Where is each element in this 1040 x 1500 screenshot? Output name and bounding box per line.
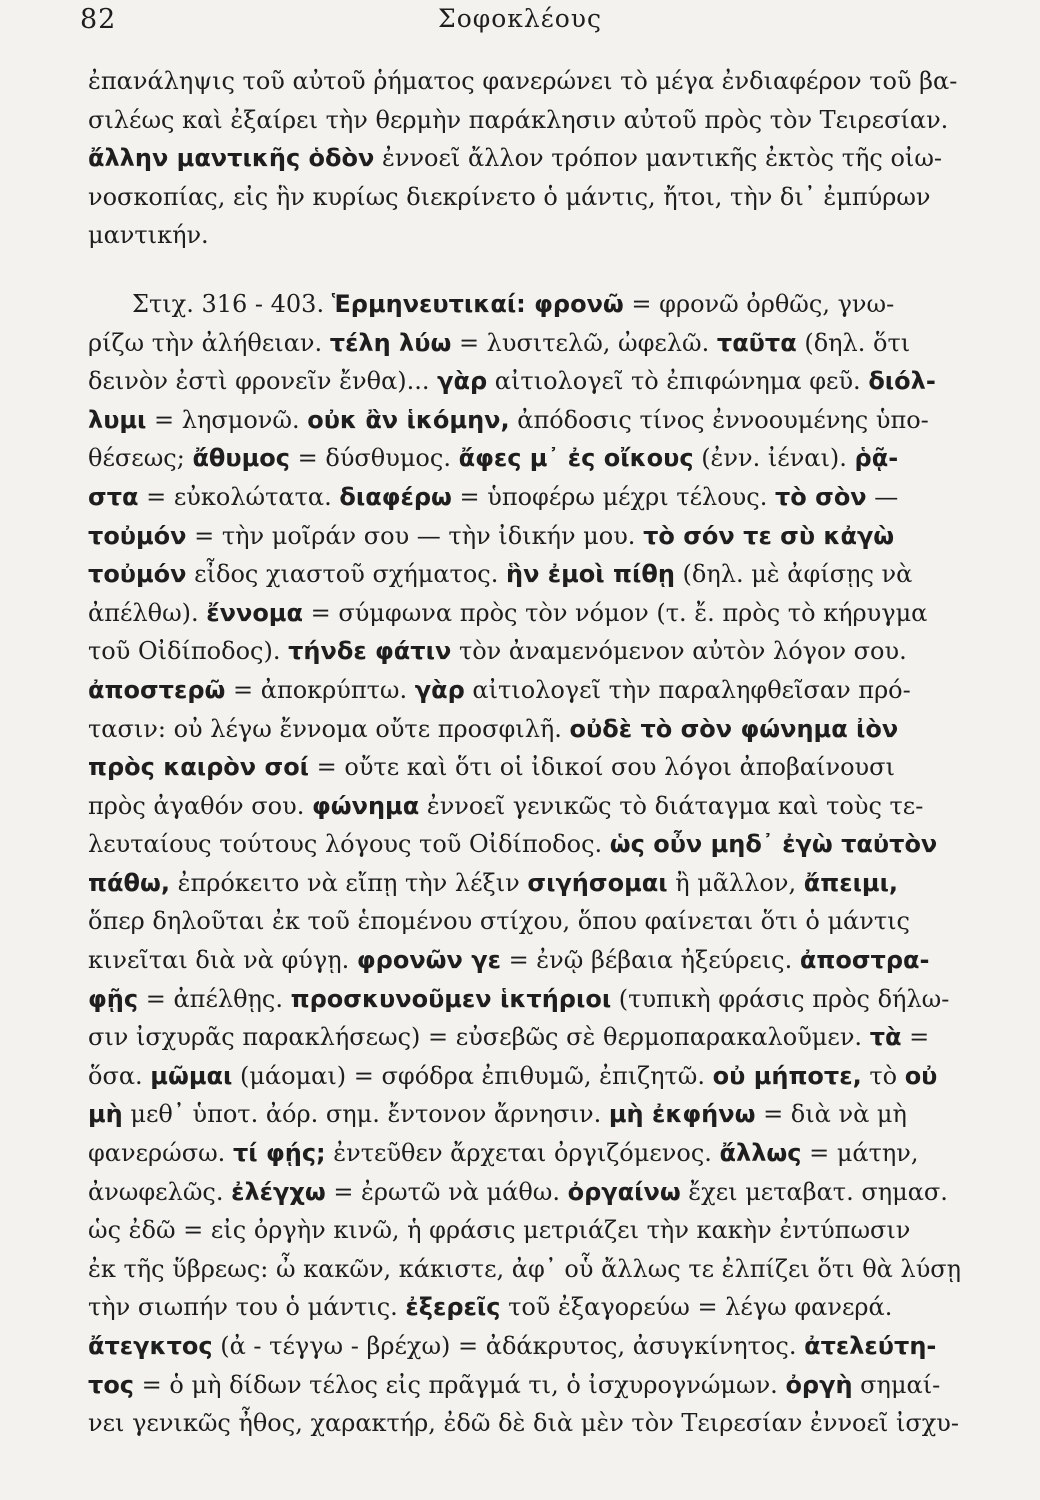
lemma-term: οὐκ ἂν ἱκόμην, (307, 405, 510, 434)
gloss-text: σιν ἰσχυρᾶς παρακλήσεως) = εὐσεβῶς σὲ θερμοπαρακαλοῦμεν. (88, 1023, 870, 1052)
gloss-text: τὴν σιωπήν του ὁ μάντις. (88, 1293, 406, 1322)
text-line (88, 941, 968, 980)
text-line (88, 1095, 968, 1134)
text-line (88, 980, 968, 1019)
lemma-term: ῥᾷ- (854, 444, 899, 473)
gloss-text: ἐννοεῖ ἄλλον τρόπον μαντικῆς ἐκτὸς τῆς οἰω- (374, 144, 943, 173)
page-number: 82 (80, 4, 117, 35)
text-line (88, 1134, 968, 1173)
gloss-text: = εὐκολώτατα. (138, 482, 340, 511)
gloss-text: ἐπρόκειτο νὰ εἴπῃ τὴν λέξιν (169, 868, 528, 897)
text-line (88, 139, 968, 178)
text-line (88, 401, 968, 440)
gloss-text: = φρονῶ ὀρθῶς, γνω- (623, 289, 895, 318)
text-line (88, 517, 968, 556)
commentary-text (88, 62, 968, 1443)
lemma-term: ἀποστερῶ (88, 675, 226, 704)
text-line (88, 439, 968, 478)
gloss-text: δεινὸν ἐστὶ φρονεῖν ἔνθα)... (88, 367, 438, 396)
lemma-term: ἀποστρα- (799, 946, 930, 975)
text-line (88, 62, 968, 101)
lemma-term: γὰρ (414, 675, 465, 704)
text-line (88, 1018, 968, 1057)
lemma-term: πάθω, (88, 868, 170, 897)
gloss-text: (ἐνν. ἰέναι). (693, 444, 855, 473)
lemma-term: πρὸς καιρὸν σοί (88, 753, 310, 782)
gloss-text: αἰτιολογεῖ τὴν παραληφθεῖσαν πρό- (464, 675, 911, 704)
gloss-text: = τὴν μοῖράν σου — τὴν ἰδικήν μου. (186, 521, 644, 550)
gloss-text: τοῦ ἐξαγορεύω = λέγω φανερά. (500, 1293, 893, 1322)
page-header (0, 0, 1040, 48)
gloss-text: μεθ᾽ ὑποτ. ἀόρ. σημ. ἔντονον ἄρνησιν. (122, 1100, 609, 1129)
running-title: Σοφοκλέους (438, 4, 602, 33)
gloss-text: ἔχει μεταβατ. σημασ. (680, 1177, 948, 1206)
lemma-term: οὐδὲ τὸ σὸν φώνημα ἰὸν (569, 714, 899, 743)
lemma-term: τοὐμόν (88, 521, 187, 550)
gloss-text: λευταίους τούτους λόγους τοῦ Οἰδίποδος. (88, 830, 610, 859)
text-line (88, 362, 968, 401)
gloss-text: = σύμφωνα πρὸς τὸν νόμον (τ. ἔ. πρὸς τὸ κήρυγμα (302, 598, 928, 627)
lemma-term: τὸ σόν τε σὺ κἀγὼ (643, 521, 895, 550)
lemma-term: ἄλλην μαντικῆς ὁδὸν (88, 144, 375, 173)
text-line (88, 1173, 968, 1212)
lemma-term: φῇς (88, 984, 139, 1013)
gloss-text: ἀνωφελῶς. (88, 1177, 232, 1206)
gloss-text: = λησμονῶ. (146, 405, 308, 434)
lemma-term: οὐ μήποτε, (712, 1061, 862, 1090)
text-line (88, 825, 968, 864)
lemma-term: διαφέρω (339, 482, 452, 511)
gloss-text: ἐπανάληψις τοῦ αὐτοῦ ῥήματος φανερώνει τὸ μέγα ἐνδιαφέρον τοῦ βα- (88, 67, 958, 95)
gloss-text: — (866, 482, 899, 511)
lemma-term: τί φῄς; (232, 1139, 326, 1168)
lemma-term: γὰρ (437, 367, 488, 396)
text-line (88, 787, 968, 826)
gloss-text: ἐννοεῖ γενικῶς τὸ διάταγμα καὶ τοὺς τε- (419, 791, 924, 820)
text-line (88, 216, 968, 255)
gloss-text: νοσκοπίας, εἰς ἣν κυρίως διεκρίνετο ὁ μάντις, ἤτοι, τὴν δι᾽ ἐμπύρων (88, 182, 931, 211)
gloss-text: ὅπερ δηλοῦται ἐκ τοῦ ἑπομένου στίχου, ὅπου φαίνεται ὅτι ὁ μάντις (88, 907, 910, 936)
lemma-term: Ἑρμηνευτικαί: φρονῶ (331, 289, 624, 318)
gloss-text: τασιν: οὐ λέγω ἔννομα οὔτε προσφιλῆ. (88, 714, 570, 743)
gloss-text: = ἀποκρύπτω. (225, 675, 415, 704)
gloss-text: = μάτην, (801, 1139, 919, 1168)
gloss-text: (δηλ. ὅτι (796, 328, 911, 357)
gloss-text: = οὔτε καὶ ὅτι οἱ ἰδικοί σου λόγοι ἀποβαίνουσι (309, 753, 895, 782)
paragraph-p1 (88, 62, 968, 255)
paragraph-p2 (88, 285, 968, 1443)
lemma-term: τὰ (869, 1023, 902, 1052)
lemma-term: ἣν ἐμοὶ πίθῃ (505, 560, 675, 589)
lemma-term: φρονῶν γε (356, 946, 501, 975)
gloss-text: ὡς ἐδῶ = εἰς ὀργὴν κινῶ, ἡ φράσις μετριάζει τὴν κακὴν ἐντύπωσιν (88, 1216, 911, 1245)
lemma-term: στα (88, 482, 139, 511)
text-line (88, 478, 968, 517)
lemma-term: τήνδε φάτιν (288, 637, 452, 666)
gloss-text: (ἀ - τέγγω - βρέχω) = ἀδάκρυτος, ἀσυγκίνητος. (212, 1332, 805, 1360)
gloss-text: = ὑποφέρω μέχρι τέλους. (451, 482, 775, 511)
lemma-term: ἐλέγχω (231, 1177, 326, 1206)
lemma-term: μὴ (88, 1100, 123, 1129)
lemma-term: ὀργαίνω (567, 1177, 681, 1206)
gloss-text: (τυπικὴ φράσις πρὸς δήλω- (611, 984, 950, 1013)
gloss-text: αἰτιολογεῖ τὸ ἐπιφώνημα φεῦ. (487, 367, 869, 396)
lemma-term: ἄτεγκτος (88, 1332, 213, 1360)
lemma-term: τὸ σὸν (774, 482, 867, 511)
gloss-text: = διὰ νὰ μὴ (755, 1100, 907, 1129)
gloss-text: = λυσιτελῶ, ὠφελῶ. (451, 328, 717, 357)
text-line (88, 178, 968, 217)
gloss-text: νει γενικῶς ἦθος, χαρακτήρ, ἐδῶ δὲ διὰ μὲν τὸν Τειρεσίαν ἐννοεῖ ἰσχυ- (88, 1409, 959, 1438)
text-line (88, 864, 968, 903)
gloss-text: (δηλ. μὲ ἀφίσῃς νὰ (674, 560, 913, 589)
lemma-term: λυμι (88, 405, 147, 434)
gloss-text: ἀπόδοσις τίνος ἐννοουμένης ὑπο- (509, 405, 929, 434)
gloss-text: = δύσθυμος. (290, 444, 459, 473)
lemma-term: οὐ (904, 1061, 938, 1090)
gloss-text: εἶδος χιαστοῦ σχήματος. (186, 560, 506, 589)
lemma-term: ἄθυμος (192, 444, 290, 473)
gloss-text: = (901, 1023, 930, 1052)
gloss-text: τὸ (861, 1061, 905, 1090)
gloss-text: θέσεως; (88, 444, 193, 473)
lemma-term: τοὐμόν (88, 560, 187, 589)
gloss-text: σιλέως καὶ ἐξαίρει τὴν θερμὴν παράκλησιν αὐτοῦ πρὸς τὸν Τειρεσίαν. (88, 105, 949, 134)
gloss-text: πρὸς ἀγαθόν σου. (88, 791, 312, 820)
lemma-term: τος (88, 1370, 135, 1399)
text-line (88, 1404, 968, 1443)
lemma-term: ἄπειμι, (803, 868, 899, 897)
gloss-text: κινεῖται διὰ νὰ φύγῃ. (88, 946, 357, 975)
lemma-term: ἐξερεῖς (405, 1293, 501, 1322)
text-line (88, 710, 968, 749)
lemma-term: προσκυνοῦμεν ἱκτήριοι (290, 984, 612, 1013)
text-line (88, 555, 968, 594)
gloss-text: τὸν ἀναμενόμενον αὐτὸν λόγον σου. (451, 637, 907, 666)
gloss-text: ἢ μᾶλλον, (667, 868, 804, 897)
gloss-text: = ὁ μὴ δίδων τέλος εἰς πρᾶγμά τι, ὁ ἰσχυρογνώμων. (134, 1370, 786, 1399)
text-line (88, 1057, 968, 1096)
gloss-text: φανερώσω. (88, 1139, 233, 1168)
lemma-term: σιγήσομαι (527, 868, 668, 897)
text-line (88, 1327, 968, 1366)
lemma-term: φώνημα (311, 791, 420, 820)
text-line (88, 748, 968, 787)
text-line (88, 594, 968, 633)
lemma-term: ἄλλως (719, 1139, 802, 1168)
gloss-text: = ἀπέλθῃς. (138, 984, 291, 1013)
gloss-text: τοῦ Οἰδίποδος). (88, 637, 289, 666)
gloss-text: ἐκ τῆς ὕβρεως: ὦ κακῶν, κάκιστε, ἀφ᾽ οὗ ἄλλως τε ἐλπίζει ὅτι θὰ λύσῃ (88, 1254, 962, 1283)
text-line (88, 671, 968, 710)
gloss-text: Στιχ. 316 - 403. (132, 289, 332, 318)
lemma-term: μὴ ἐκφήνω (608, 1100, 756, 1129)
lemma-term: διόλ- (868, 367, 936, 396)
gloss-text: ὅσα. (88, 1061, 151, 1090)
text-line (88, 1211, 968, 1250)
gloss-text: (μάομαι) = σφόδρα ἐπιθυμῶ, ἐπιζητῶ. (232, 1061, 713, 1090)
text-line (88, 902, 968, 941)
lemma-term: τέλη λύω (329, 328, 452, 357)
lemma-term: ἀτελεύτη- (804, 1332, 937, 1360)
gloss-text: = ἐρωτῶ νὰ μάθω. (325, 1177, 568, 1206)
text-line (88, 1250, 968, 1289)
lemma-term: ἄφες μ᾽ ἐς οἴκους (458, 444, 694, 473)
text-line (88, 324, 968, 363)
text-line (88, 285, 968, 324)
gloss-text: = ἐνῷ βέβαια ἠξεύρεις. (500, 946, 800, 975)
gloss-text: σημαί- (852, 1370, 941, 1399)
gloss-text: μαντικήν. (88, 221, 209, 250)
lemma-term: ὡς οὖν μηδ᾽ ἐγὼ ταὐτὸν (609, 830, 938, 859)
lemma-term: ἔννομα (206, 598, 303, 627)
text-line (88, 1288, 968, 1327)
gloss-text: ρίζω τὴν ἀλήθειαν. (88, 328, 330, 357)
lemma-term: ταῦτα (716, 328, 797, 357)
gloss-text: ἐντεῦθεν ἄρχεται ὀργιζόμενος. (325, 1139, 720, 1168)
text-line (88, 1366, 968, 1405)
lemma-term: ὀργὴ (785, 1370, 853, 1399)
text-line (88, 101, 968, 140)
lemma-term: μῶμαι (150, 1061, 233, 1090)
text-line (88, 632, 968, 671)
gloss-text: ἀπέλθω). (88, 598, 207, 627)
